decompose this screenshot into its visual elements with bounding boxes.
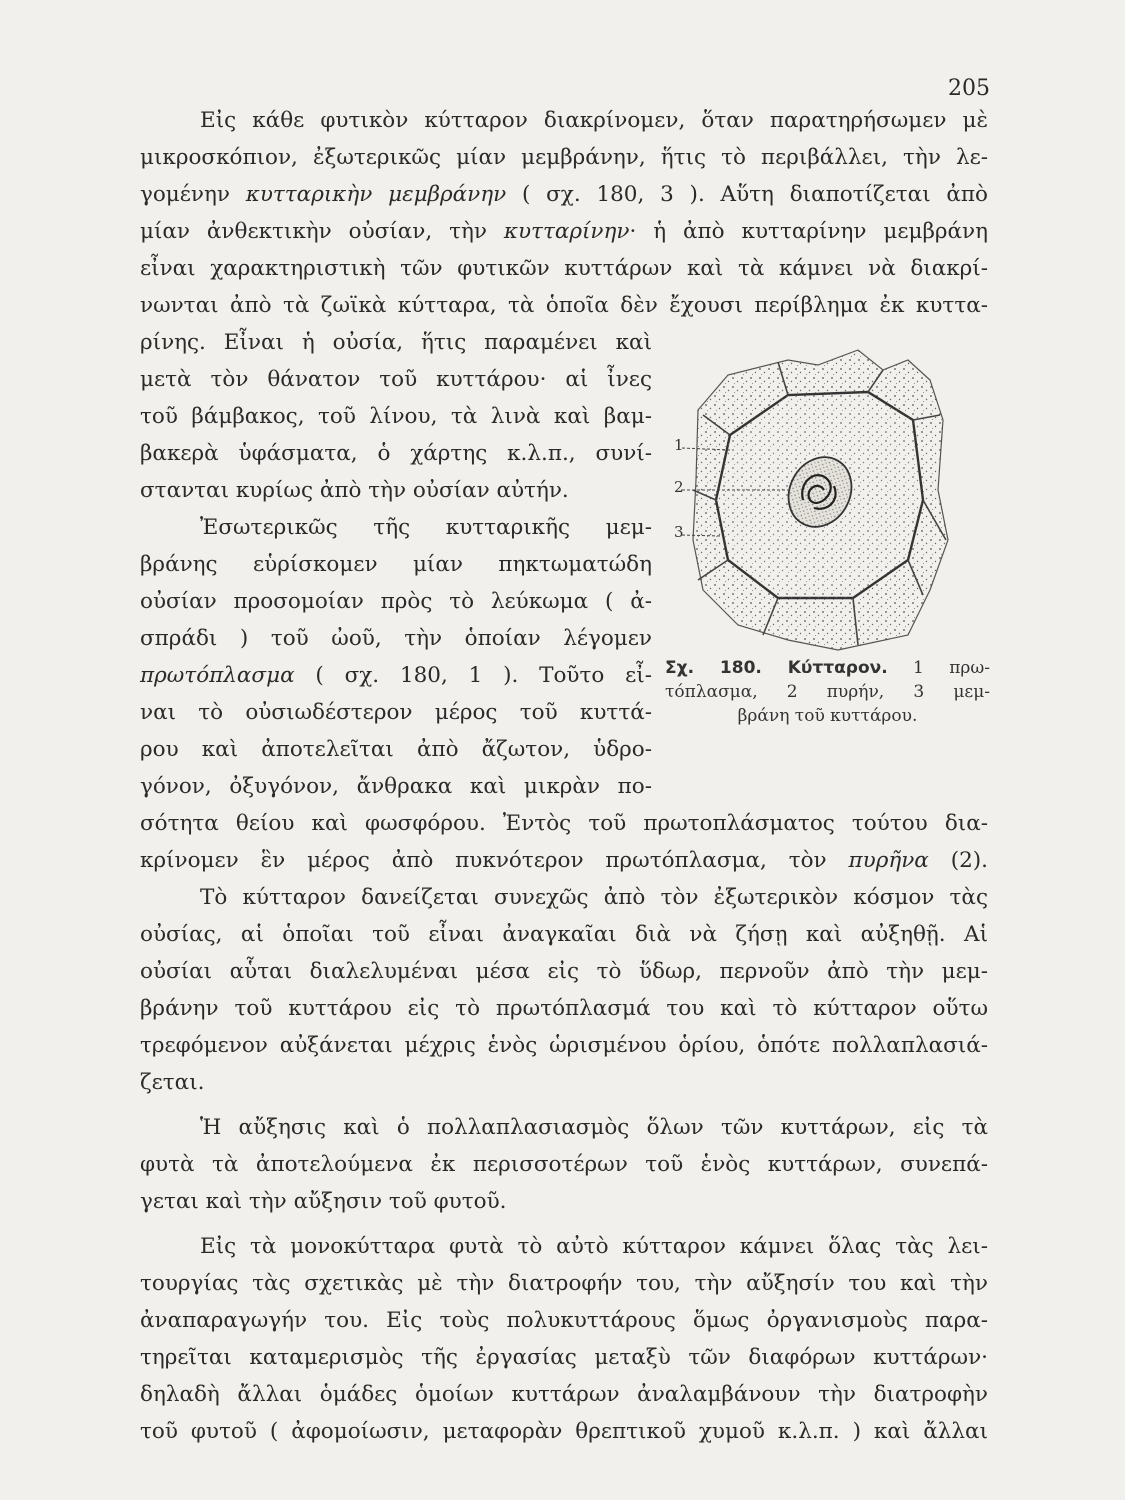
caption-line (665, 657, 990, 681)
figure-label-3: 3 (674, 523, 684, 541)
caption-line: βράνη τοῦ κυττάρου. (737, 705, 918, 726)
text-line: τηρεῖται καταμερισμὸς τῆς ἐργασίας μεταξὺ τῶν διαφόρων κυττάρων· (140, 1345, 988, 1370)
cell-illustration (668, 340, 988, 660)
text-span: κρίνομεν ἓν μέρος ἀπὸ πυκνότερον πρωτόπλασμα, τὸν (140, 848, 849, 873)
text-line: οὐσίαι αὗται διαλελυμέναι μέσα εἰς τὸ ὕδωρ, περνοῦν ἀπὸ τὴν μεμ- (140, 959, 988, 984)
text-span: ( σχ. 180, 3 ). Αὕτη διαποτίζεται ἀπὸ (506, 182, 989, 207)
text-line: μικροσκόπιον, ἐξωτερικῶς μίαν μεμβράνην, ἥτις τὸ περιβάλλει, τὴν λε- (140, 145, 988, 170)
caption-text: 1 πρω- (887, 658, 990, 678)
text-line (140, 850, 988, 872)
text-line: εἶναι χαρακτηριστικὴ τῶν φυτικῶν κυττάρων καὶ τὰ κάμνει νὰ διακρί- (140, 256, 988, 281)
figure-caption (665, 657, 990, 728)
text-line: γεται καὶ τὴν αὔξησιν τοῦ φυτοῦ. (140, 1189, 507, 1214)
text-line: οὐσίας, αἱ ὁποῖαι τοῦ εἶναι ἀναγκαῖαι διὰ νὰ ζήσῃ καὶ αὐξηθῇ. Αἱ (140, 922, 988, 947)
text-line: Εἰς τὰ μονοκύτταρα φυτὰ τὸ αὐτὸ κύτταρον κάμνει ὅλας τὰς λει- (200, 1234, 988, 1259)
text-span: γομένην (140, 182, 246, 207)
text-line (140, 221, 988, 243)
text-line: μετὰ τὸν θάνατον τοῦ κυττάρου· αἱ ἶνες (140, 367, 652, 392)
text-line: βακερὰ ὑφάσματα, ὁ χάρτης κ.λ.π., συνί- (140, 441, 652, 466)
text-line: ρου καὶ ἀποτελεῖται ἀπὸ ἄζωτον, ὑδρο- (140, 737, 652, 762)
text-line: σπράδι ) τοῦ ὠοῦ, τὴν ὁποίαν λέγομεν (140, 626, 652, 651)
italic-term: κυτταρίνην (503, 219, 630, 244)
text-line: τουργίας τὰς σχετικὰς μὲ τὴν διατροφήν του, τὴν αὔξησίν του καὶ τὴν (140, 1271, 988, 1296)
text-line: τρεφόμενον αὐξάνεται μέχρις ἑνὸς ὡρισμένου ὁρίου, ὁπότε πολλαπλασιά- (140, 1033, 988, 1058)
text-line: τοῦ φυτοῦ ( ἀφομοίωσιν, μεταφορὰν θρεπτικοῦ χυμοῦ κ.λ.π. ) καὶ ἄλλαι (140, 1419, 988, 1444)
text-line: στανται κυρίως ἀπὸ τὴν οὐσίαν αὐτήν. (140, 478, 569, 503)
italic-term: κυτταρικὴν μεμβράνην (245, 182, 507, 207)
text-span: μίαν ἀνθεκτικὴν οὐσίαν, τὴν (140, 219, 504, 244)
text-line: βράνην τοῦ κυττάρου εἰς τὸ πρωτόπλασμά του καὶ τὸ κύτταρον οὕτω (140, 996, 988, 1021)
cell-figure (668, 340, 988, 660)
text-line: ἀναπαραγωγήν του. Εἰς τοὺς πολυκυττάρους ὅμως ὀργανισμοὺς παρα- (140, 1308, 988, 1333)
text-line: οὐσίαν προσομοίαν πρὸς τὸ λεύκωμα ( ἀ- (140, 589, 652, 614)
text-line: σότητα θείου καὶ φωσφόρου. Ἐντὸς τοῦ πρωτοπλάσματος τούτου δια- (140, 811, 988, 836)
text-line: ζεται. (140, 1070, 205, 1095)
italic-term: πρωτόπλασμα (140, 663, 295, 688)
figure-label-1: 1 (674, 436, 684, 454)
text-line: δηλαδὴ ἄλλαι ὁμάδες ὁμοίων κυττάρων ἀναλαμβάνουν τὴν διατροφὴν (140, 1382, 988, 1407)
text-line: βράνης εὑρίσκομεν μίαν πηκτωματώδη (140, 552, 652, 577)
text-line: Ἡ αὔξησις καὶ ὁ πολλαπλασιασμὸς ὅλων τῶν κυττάρων, εἰς τὰ (200, 1115, 988, 1140)
text-line: νωνται ἀπὸ τὰ ζωϊκὰ κύτταρα, τὰ ὁποῖα δὲν ἔχουσι περίβλημα ἐκ κυττα- (140, 293, 988, 318)
page-number: 205 (948, 76, 990, 101)
figure-label-2: 2 (674, 478, 684, 496)
text-line: Εἰς κάθε φυτικὸν κύτταρον διακρίνομεν, ὅταν παρατηρήσωμεν μὲ (200, 108, 988, 133)
text-span: ( σχ. 180, 1 ). Τοῦτο εἶ- (294, 663, 652, 688)
text-line (140, 184, 988, 206)
text-line: φυτὰ τὰ ἀποτελούμενα ἐκ περισσοτέρων τοῦ ἑνὸς κυττάρων, συνεπά- (140, 1152, 988, 1177)
text-span: · ἡ ἀπὸ κυτταρίνην μεμβράνη (629, 219, 988, 244)
text-span: (2). (928, 848, 988, 873)
text-line: ναι τὸ οὐσιωδέστερον μέρος τοῦ κυττά- (140, 700, 652, 725)
caption-line: τόπλασμα, 2 πυρήν, 3 μεμ- (665, 681, 990, 702)
text-line: Τὸ κύτταρον δανείζεται συνεχῶς ἀπὸ τὸν ἐξωτερικὸν κόσμον τὰς (200, 885, 988, 910)
caption-title: Σχ. 180. Κύτταρον. (665, 658, 888, 678)
text-line: τοῦ βάμβακος, τοῦ λίνου, τὰ λινὰ καὶ βαμ- (140, 404, 652, 429)
text-line: Ἐσωτερικῶς τῆς κυτταρικῆς μεμ- (200, 515, 652, 540)
text-line (140, 665, 652, 687)
text-line: γόνον, ὀξυγόνον, ἄνθρακα καὶ μικρὰν πο- (140, 774, 652, 799)
text-line: ρίνης. Εἶναι ἡ οὐσία, ἥτις παραμένει καὶ (140, 330, 652, 355)
italic-term: πυρῆνα (848, 848, 929, 873)
